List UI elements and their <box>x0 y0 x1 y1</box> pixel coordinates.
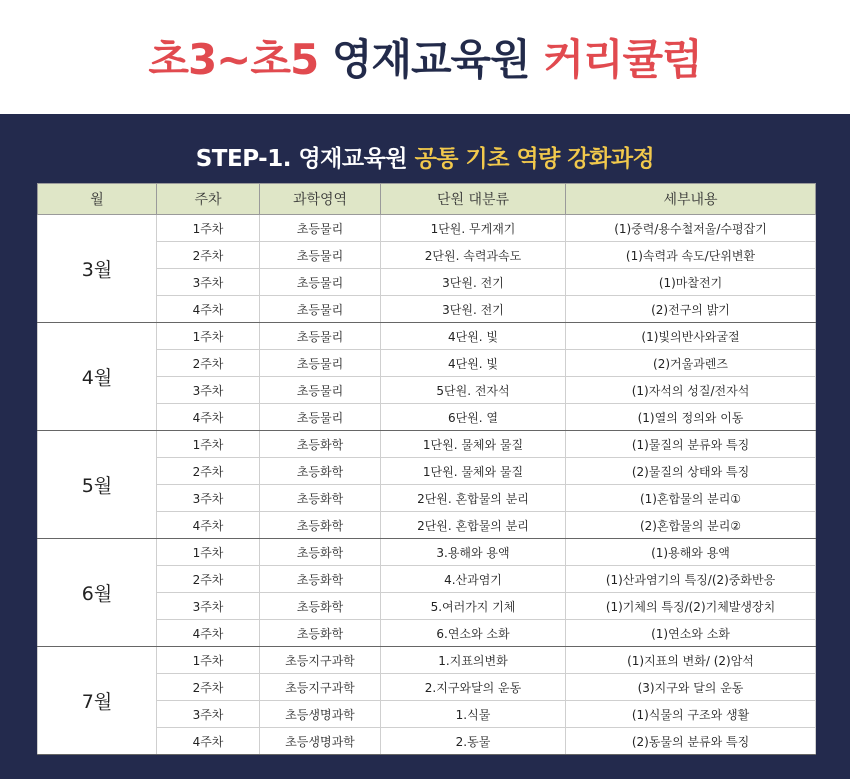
week-cell: 2주차 <box>157 458 260 485</box>
detail-cell: (1)혼합물의 분리① <box>566 485 816 512</box>
week-cell: 4주차 <box>157 404 260 431</box>
area-cell: 초등물리 <box>260 350 381 377</box>
header-week: 주차 <box>157 184 260 215</box>
month-cell: 3월 <box>38 215 157 323</box>
area-cell: 초등생명과학 <box>260 728 381 755</box>
week-cell: 3주차 <box>157 593 260 620</box>
area-cell: 초등물리 <box>260 404 381 431</box>
week-cell: 2주차 <box>157 242 260 269</box>
unit-cell: 2단원. 혼합물의 분리 <box>381 512 566 539</box>
detail-cell: (1)기체의 특징/(2)기체발생장치 <box>566 593 816 620</box>
month-cell: 7월 <box>38 647 157 755</box>
area-cell: 초등화학 <box>260 485 381 512</box>
week-cell: 2주차 <box>157 674 260 701</box>
unit-cell: 2.지구와달의 운동 <box>381 674 566 701</box>
area-cell: 초등화학 <box>260 593 381 620</box>
unit-cell: 5.여러가지 기체 <box>381 593 566 620</box>
header-area: 과학영역 <box>260 184 381 215</box>
table-body <box>38 215 816 755</box>
page-title <box>148 27 701 87</box>
unit-cell: 2단원. 혼합물의 분리 <box>381 485 566 512</box>
unit-cell: 2단원. 속력과속도 <box>381 242 566 269</box>
title-banner <box>0 0 850 114</box>
month-cell: 4월 <box>38 323 157 431</box>
table-row <box>38 647 816 674</box>
title-curriculum: 커리큘럼 <box>543 35 702 84</box>
table-row <box>38 539 816 566</box>
table-row <box>38 323 816 350</box>
header-month: 월 <box>38 184 157 215</box>
detail-cell: (1)속력과 속도/단위변환 <box>566 242 816 269</box>
area-cell: 초등화학 <box>260 620 381 647</box>
week-cell: 1주차 <box>157 215 260 242</box>
detail-cell: (1)용해와 용액 <box>566 539 816 566</box>
unit-cell: 3.용해와 용액 <box>381 539 566 566</box>
area-cell: 초등화학 <box>260 539 381 566</box>
table-row <box>38 215 816 242</box>
detail-cell: (1)물질의 분류와 특징 <box>566 431 816 458</box>
week-cell: 3주차 <box>157 269 260 296</box>
week-cell: 2주차 <box>157 566 260 593</box>
area-cell: 초등화학 <box>260 566 381 593</box>
area-cell: 초등생명과학 <box>260 701 381 728</box>
step-prefix: STEP-1. 영재교육원 <box>195 146 408 172</box>
area-cell: 초등물리 <box>260 377 381 404</box>
unit-cell: 4단원. 빛 <box>381 323 566 350</box>
area-cell: 초등지구과학 <box>260 674 381 701</box>
week-cell: 3주차 <box>157 485 260 512</box>
week-cell: 4주차 <box>157 728 260 755</box>
week-cell: 1주차 <box>157 539 260 566</box>
detail-cell: (3)지구와 달의 운동 <box>566 674 816 701</box>
unit-cell: 4.산과염기 <box>381 566 566 593</box>
unit-cell: 3단원. 전기 <box>381 296 566 323</box>
detail-cell: (1)식물의 구조와 생활 <box>566 701 816 728</box>
detail-cell: (2)물질의 상태와 특징 <box>566 458 816 485</box>
detail-cell: (1)지표의 변화/ (2)암석 <box>566 647 816 674</box>
title-institute: 영재교육원 <box>331 35 530 84</box>
week-cell: 3주차 <box>157 701 260 728</box>
unit-cell: 1단원. 물체와 물질 <box>381 431 566 458</box>
unit-cell: 4단원. 빛 <box>381 350 566 377</box>
week-cell: 2주차 <box>157 350 260 377</box>
unit-cell: 1단원. 무게재기 <box>381 215 566 242</box>
detail-cell: (1)열의 정의와 이동 <box>566 404 816 431</box>
detail-cell: (1)연소와 소화 <box>566 620 816 647</box>
detail-cell: (1)마찰전기 <box>566 269 816 296</box>
week-cell: 4주차 <box>157 620 260 647</box>
unit-cell: 2.동물 <box>381 728 566 755</box>
week-cell: 4주차 <box>157 512 260 539</box>
week-cell: 1주차 <box>157 323 260 350</box>
title-grade-range: 초3~초5 <box>148 35 319 84</box>
unit-cell: 3단원. 전기 <box>381 269 566 296</box>
detail-cell: (2)거울과렌즈 <box>566 350 816 377</box>
area-cell: 초등지구과학 <box>260 647 381 674</box>
detail-cell: (1)자석의 성질/전자석 <box>566 377 816 404</box>
month-cell: 6월 <box>38 539 157 647</box>
curriculum-table <box>37 183 816 755</box>
step-heading <box>0 140 850 173</box>
table-header-row <box>38 184 816 215</box>
detail-cell: (2)전구의 밝기 <box>566 296 816 323</box>
step-highlight: 공통 기초 역량 강화과정 <box>414 146 655 172</box>
detail-cell: (1)중력/용수철저울/수평잡기 <box>566 215 816 242</box>
header-detail: 세부내용 <box>566 184 816 215</box>
unit-cell: 6단원. 열 <box>381 404 566 431</box>
area-cell: 초등물리 <box>260 296 381 323</box>
unit-cell: 1.식물 <box>381 701 566 728</box>
detail-cell: (2)혼합물의 분리② <box>566 512 816 539</box>
unit-cell: 6.연소와 소화 <box>381 620 566 647</box>
week-cell: 1주차 <box>157 431 260 458</box>
table-row <box>38 431 816 458</box>
header-unit: 단원 대분류 <box>381 184 566 215</box>
area-cell: 초등화학 <box>260 458 381 485</box>
unit-cell: 1.지표의변화 <box>381 647 566 674</box>
week-cell: 1주차 <box>157 647 260 674</box>
area-cell: 초등물리 <box>260 323 381 350</box>
week-cell: 4주차 <box>157 296 260 323</box>
area-cell: 초등물리 <box>260 242 381 269</box>
area-cell: 초등물리 <box>260 215 381 242</box>
area-cell: 초등화학 <box>260 431 381 458</box>
unit-cell: 1단원. 물체와 물질 <box>381 458 566 485</box>
detail-cell: (2)동물의 분류와 특징 <box>566 728 816 755</box>
area-cell: 초등화학 <box>260 512 381 539</box>
area-cell: 초등물리 <box>260 269 381 296</box>
week-cell: 3주차 <box>157 377 260 404</box>
unit-cell: 5단원. 전자석 <box>381 377 566 404</box>
detail-cell: (1)빛의반사와굴절 <box>566 323 816 350</box>
month-cell: 5월 <box>38 431 157 539</box>
detail-cell: (1)산과염기의 특징/(2)중화반응 <box>566 566 816 593</box>
